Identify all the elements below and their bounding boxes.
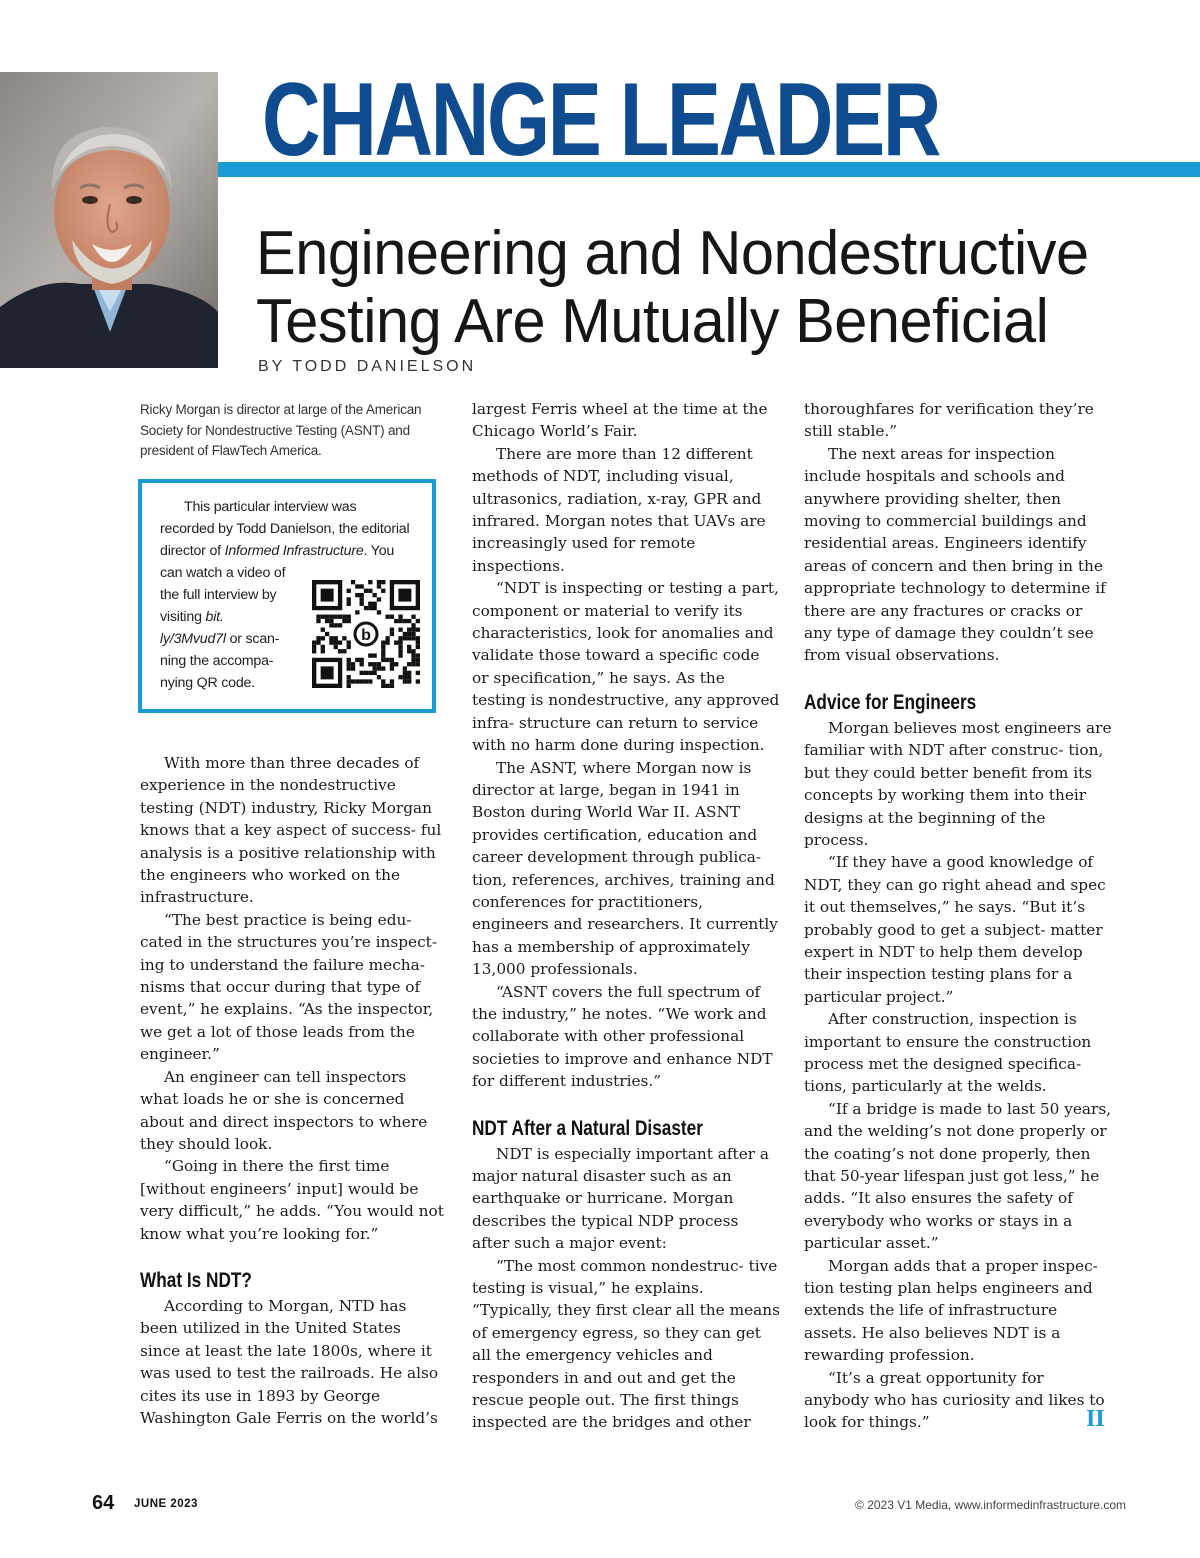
page-number: 64	[92, 1492, 115, 1514]
headline-line-2: Testing Are Mutually Beneficial	[256, 287, 1049, 356]
paragraph: With more than three decades of experience in the nondestructive testing (NDT) industry, Ricky Morgan knows that a key aspect of success- ful analysis is a positive relationship with the engineers who worked on the infrastructure.	[140, 754, 442, 907]
sidebar-narrow-text	[160, 562, 288, 694]
paragraph: There are more than 12 different methods of NDT, including visual, ultrasonics, radiation, x-ray, GPR and infrared. Morgan notes that UAVs are increasingly used for remote inspections.	[472, 444, 766, 575]
paragraph: “The best practice is being edu- cated in the structures you’re inspect- ing to understand the failure mecha- nisms that occur during that type of event,” he explains. “As the inspector, we get a lot of those leads from the engineer.”	[140, 910, 437, 1064]
article-column-2	[472, 398, 780, 1434]
issue-date: JUNE 2023	[134, 1498, 198, 1510]
sidebar-link[interactable]: bit. ly/3Mvud7l	[160, 609, 226, 647]
paragraph: “Going in there the first time [without engineers’ input] would be very difficult,” he adds. “You would not know what you’re looking for.”	[140, 1157, 444, 1243]
sidebar-line-1: This particular interview was	[184, 499, 357, 515]
sidebar-text-c: can watch a video of the full interview by visiting	[160, 565, 286, 625]
article-column-1	[140, 752, 445, 1429]
paragraph: Morgan believes most engineers are familiar with NDT after construc- tion, but they could better benefit from its concepts by working them into their designs at the beginning of the process.	[804, 718, 1112, 849]
copyright-notice: © 2023 V1 Media, www.informedinfrastructure.com	[855, 1498, 1126, 1512]
paragraph: According to Morgan, NTD has been utilized in the United States since at least the late 1800s, where it was used to test the railroads. He also cites its use in 1893 by George Washington Gale Ferris on the world’s	[140, 1296, 439, 1427]
paragraph: NDT is especially important after a major natural disaster such as an earthquake or hurricane. Morgan describes the typical NDP process after such a major event:	[472, 1144, 770, 1253]
paragraph: After construction, inspection is important to ensure the construction process met the designed specifica- tions, particularly at the welds.	[804, 1010, 1092, 1096]
article-column-3	[804, 398, 1112, 1434]
qr-code[interactable]	[312, 580, 420, 688]
author-portrait-photo	[0, 72, 218, 368]
paragraph: “The most common nondestruc- tive testing is visual,” he explains. “Typically, they first clear all the means of emergency egress, so they can get all the emergency vehicles and responders in and out and get the rescue people out. The first things inspected are the bridges and other	[472, 1256, 780, 1432]
paragraph: An engineer can tell inspectors what loads he or she is concerned about and direct inspectors to where they should look.	[140, 1067, 428, 1153]
photo-caption: Ricky Morgan is director at large of the American Society for Nondestructive Testing (ASNT) and president of FlawTech America.	[140, 402, 422, 458]
paragraph: The next areas for inspection include hospitals and schools and anywhere providing shelter, then moving to commercial buildings and residential areas. Engineers identify areas of concern and then bring in the appropriate technology to determine if there are any fractures or cracks or any type of damage they couldn’t see from visual observations.	[804, 444, 1106, 665]
byline: BY TODD DANIELSON	[258, 358, 477, 375]
sidebar-text-b: . You	[363, 543, 395, 559]
paragraph: “If they have a good knowledge of NDT, they can go right ahead and spec it out themselves,” he says. “But it’s probably good to get a subject- matter expert in NDT to help them develop their inspection testing plans for a particular project.”	[804, 853, 1106, 1006]
paragraph: The ASNT, where Morgan now is director at large, began in 1941 in Boston during World War II. ASNT provides certification, education and career development through publica- tion, references, archives, training and conferences for practitioners, engineers and researchers. It currently has a membership of approximately 13,000 professionals.	[472, 758, 778, 979]
end-of-article-mark: II	[1086, 1406, 1105, 1432]
sidebar-text-a: recorded by Todd Danielson, the editorial director of	[160, 521, 410, 559]
paragraph: “NDT is inspecting or testing a part, component or material to verify its characteristics, look for anomalies and validate those toward a specific code or specification,” he says. As the testing is nondestructive, any approved infra- structure can return to service with no harm done during inspection.	[472, 579, 780, 755]
paragraph: thoroughfares for verification they’re still stable.”	[804, 400, 1094, 441]
subhead-what-is-ndt: What Is NDT?	[140, 1268, 252, 1292]
paragraph: “It’s a great opportunity for anybody who has curiosity and likes to look for things.”	[804, 1368, 1105, 1432]
sidebar-text-d: or scan- ning the accompa- nying QR code.	[160, 631, 280, 691]
article-headline	[256, 220, 1139, 356]
headline-line-1: Engineering and Nondestructive	[256, 219, 1089, 288]
paragraph: “ASNT covers the full spectrum of the industry,” he notes. “We work and collaborate with other professional societies to improve and enhance NDT for different industries.”	[472, 982, 773, 1091]
paragraph: Morgan adds that a proper inspec- tion testing plan helps engineers and extends the life of infrastructure assets. He also believes NDT is a rewarding profession.	[804, 1256, 1098, 1365]
subhead-natural-disaster: NDT After a Natural Disaster	[472, 1116, 703, 1140]
paragraph: largest Ferris wheel at the time at the Chicago World’s Fair.	[472, 400, 768, 441]
section-kicker: CHANGE LEADER	[262, 62, 940, 178]
svg-text:b: b	[361, 627, 371, 644]
sidebar-publication: Informed Infrastructure	[224, 543, 364, 559]
subhead-advice-for-engineers: Advice for Engineers	[804, 690, 977, 714]
paragraph: “If a bridge is made to last 50 years, and the welding’s not done properly or the coating’s not done properly, then that 50-year lifespan just got less,” he adds. “It also ensures the safety of everybody who works or stays in a particular asset.”	[804, 1099, 1112, 1253]
